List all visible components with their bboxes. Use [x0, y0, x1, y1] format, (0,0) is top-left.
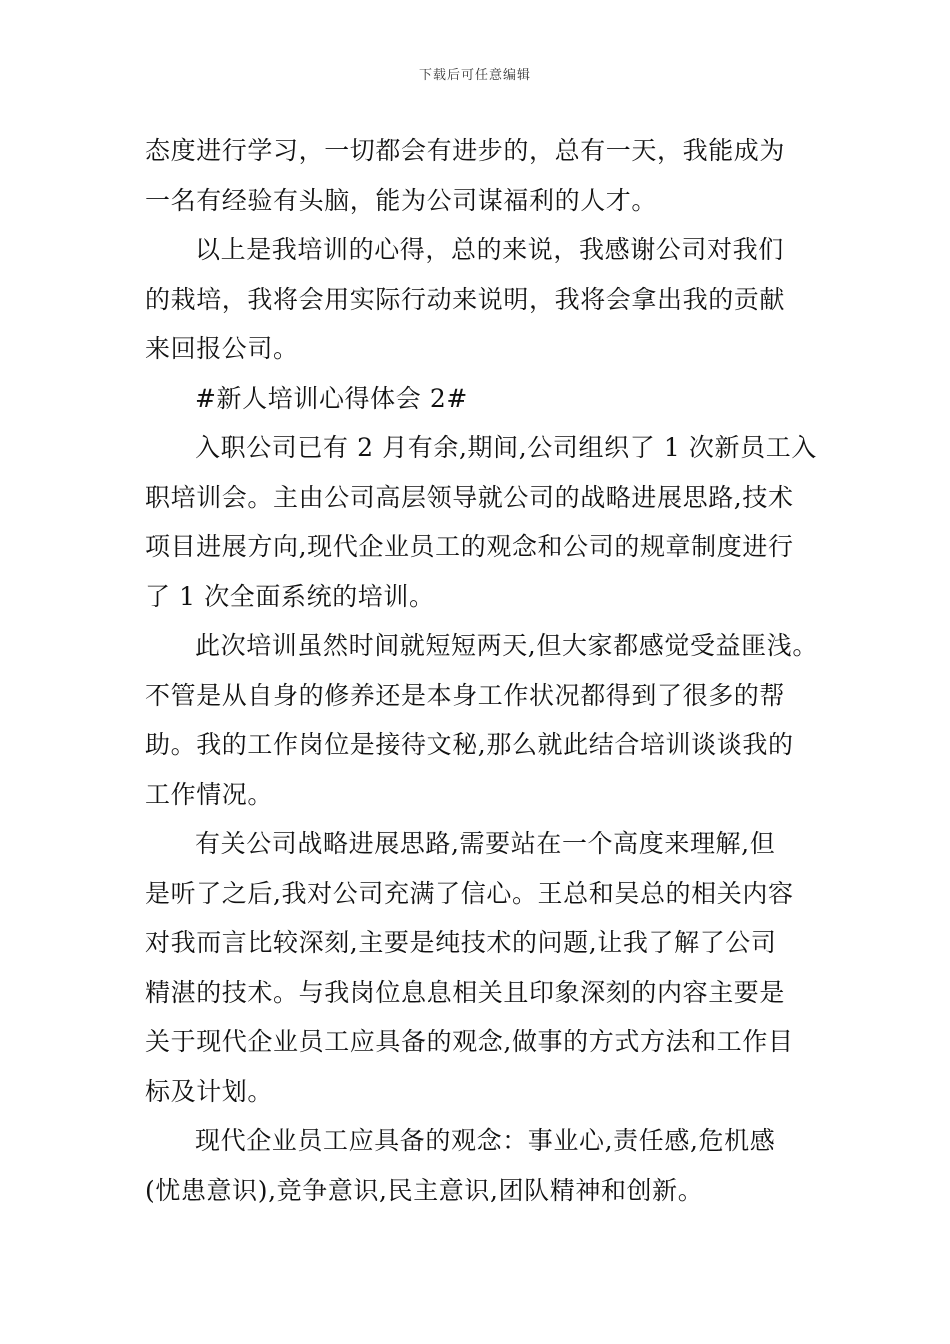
text-line: 有关公司战略进展思路,需要站在一个高度来理解,但: [195, 829, 776, 858]
text-line: 项目进展方向,现代企业员工的观念和公司的规章制度进行: [145, 532, 794, 561]
document-body: [145, 126, 825, 1215]
paragraph: [145, 819, 825, 1116]
text-line: 对我而言比较深刻,主要是纯技术的问题,让我了解了公司: [145, 928, 777, 957]
text-line: 入职公司已有 2 月有余,期间,公司组织了 1 次新员工入: [195, 433, 817, 462]
text-line: 是听了之后,我对公司充满了信心。王总和吴总的相关内容: [145, 878, 794, 908]
text-line: 职培训会。主由公司高层领导就公司的战略进展思路,技术: [145, 482, 794, 512]
paragraph: [145, 225, 825, 374]
text-line: 以上是我培训的心得，总的来说，我感谢公司对我们: [195, 235, 784, 264]
paragraph: [145, 621, 825, 819]
page-header: 下载后可任意编辑: [418, 68, 531, 83]
paragraph: [145, 126, 825, 225]
text-line: 了 1 次全面系统的培训。: [145, 581, 435, 611]
paragraph: [145, 1116, 825, 1215]
text-line: 工作情况。: [145, 779, 274, 809]
text-line: 态度进行学习，一切都会有进步的，总有一天，我能成为: [145, 136, 786, 165]
text-line: 助。我的工作岗位是接待文秘,那么就此结合培训谈谈我的: [145, 730, 794, 759]
text-line: 标及计划。: [145, 1076, 274, 1106]
text-line: 关于现代企业员工应具备的观念,做事的方式方法和工作目: [145, 1027, 794, 1056]
text-line: 的栽培，我将会用实际行动来说明，我将会拿出我的贡献: [145, 284, 786, 314]
text-line: 精湛的技术。与我岗位息息相关且印象深刻的内容主要是: [145, 977, 786, 1007]
text-line: #新人培训心得体会 2#: [195, 383, 468, 413]
text-line: 不管是从自身的修养还是本身工作状况都得到了很多的帮: [145, 680, 786, 710]
text-line: 现代企业员工应具备的观念：事业心,责任感,危机感: [195, 1126, 776, 1155]
text-line: 此次培训虽然时间就短短两天,但大家都感觉受益匪浅。: [195, 631, 818, 660]
paragraph: [145, 423, 825, 621]
text-line: 来回报公司。: [145, 334, 299, 363]
text-line: (忧患意识),竞争意识,民主意识,团队精神和创新。: [145, 1175, 704, 1205]
text-line: 一名有经验有头脑，能为公司谋福利的人才。: [145, 185, 658, 215]
paragraph: [145, 374, 825, 424]
